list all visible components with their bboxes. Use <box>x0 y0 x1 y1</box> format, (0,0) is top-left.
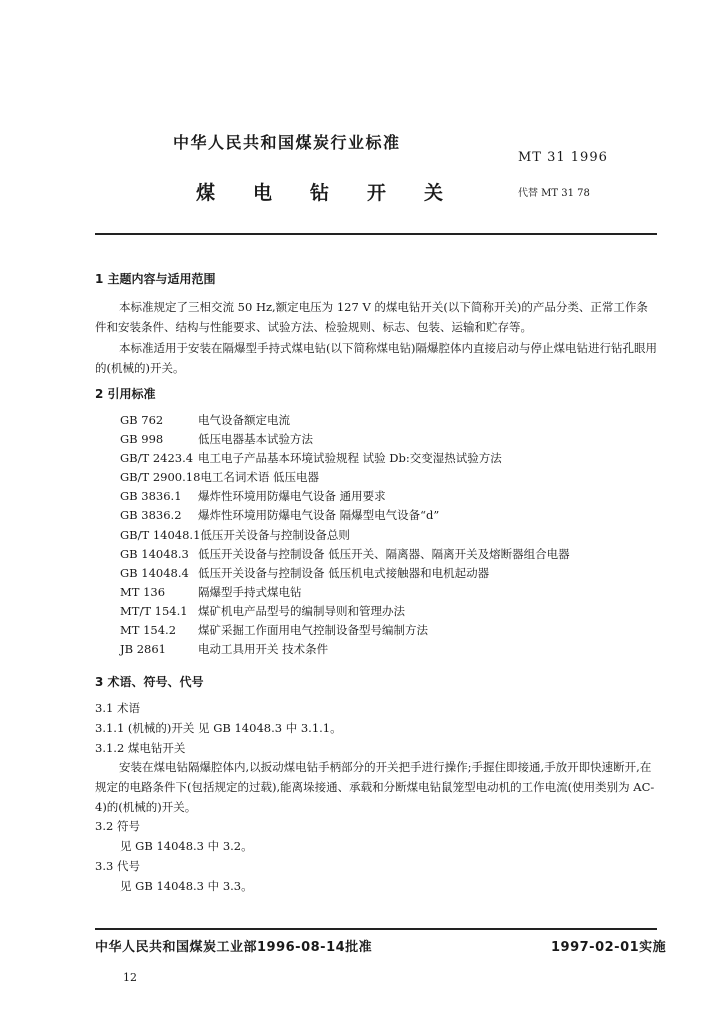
reference-code: GB 3836.2 <box>120 508 182 523</box>
reference-title: 电工电子产品基本环境试验规程 试验 Db:交变湿热试验方法 <box>198 451 502 466</box>
reference-code: GB/T 2423.4 <box>120 451 194 466</box>
page-number: 12 <box>123 971 137 984</box>
reference-code: GB 762 <box>120 413 164 427</box>
section-3-2-heading: 3.2 符号 <box>95 819 140 833</box>
reference-title: 煤矿机电产品型号的编制导则和管理办法 <box>198 603 405 618</box>
section-3-title: 3 术语、符号、代号 <box>95 675 204 689</box>
reference-item <box>120 602 570 621</box>
reference-code: GB 14048.4 <box>120 565 189 580</box>
referenced-standards-list <box>120 411 570 659</box>
section-3-3-heading: 3.3 代号 <box>95 859 140 873</box>
reference-item <box>120 487 570 506</box>
reference-item <box>120 640 570 659</box>
reference-code: MT 136 <box>120 584 166 599</box>
reference-title: 电气设备额定电流 <box>198 413 290 427</box>
standard-org-heading: 中华人民共和国煤炭行业标准 <box>173 133 401 152</box>
reference-code: GB 3836.1 <box>120 489 182 504</box>
reference-item <box>120 411 570 430</box>
reference-code: GB 14048.3 <box>120 546 189 561</box>
reference-code: GB/T 14048.1 <box>120 527 201 542</box>
reference-item <box>120 468 570 487</box>
reference-title: 爆炸性环境用防爆电气设备 通用要求 <box>198 489 386 504</box>
reference-item <box>120 430 570 449</box>
section-3-3-text: 见 GB 14048.3 中 3.3。 <box>120 879 253 893</box>
reference-code: MT/T 154.1 <box>120 603 188 618</box>
standard-code: MT 31 1996 <box>518 150 608 165</box>
page-title: 煤电钻开关 <box>196 182 482 204</box>
section-2-title: 2 引用标准 <box>95 387 156 401</box>
reference-code: JB 2861 <box>120 642 166 657</box>
section-1-paragraph-2: 本标准适用于安装在隔爆型手持式煤电钻(以下简称煤电钻)隔爆腔体内直接启动与停止煤电钻进行钻孔眼用的(机械的)开关。 <box>95 341 657 375</box>
section-1-title: 1 主题内容与适用范围 <box>95 272 216 286</box>
section-3-1-1: 3.1.1 (机械的)开关 见 GB 14048.3 中 3.1.1。 <box>95 721 342 735</box>
section-3-1-2-paragraph: 安装在煤电钻隔爆腔体内,以扳动煤电钻手柄部分的开关把手进行操作;手握住即接通,手放开即快速断开,在规定的电路条件下(包括规定的过载),能离垛接通、承载和分断煤电钻鼠笼型电动机的工作电流(使用类别为 AC-4)的(机械的)开关。 <box>95 760 655 814</box>
reference-title: 低压开关设备与控制设备 低压开关、隔离器、隔离开关及熔断器组合电器 <box>198 546 570 561</box>
reference-item <box>120 621 570 640</box>
reference-title: 煤矿采掘工作面用电气控制设备型号编制方法 <box>198 623 428 638</box>
reference-code: GB 998 <box>120 432 164 447</box>
reference-item <box>120 526 570 545</box>
reference-title: 电动工具用开关 技术条件 <box>198 642 329 657</box>
reference-title: 电工名词术语 低压电器 <box>200 470 320 485</box>
reference-item <box>120 545 570 564</box>
reference-code: GB/T 2900.18 <box>120 470 201 485</box>
reference-title: 爆炸性环境用防爆电气设备 隔爆型电气设备“d” <box>198 508 440 523</box>
reference-item <box>120 449 570 468</box>
section-3-2-text: 见 GB 14048.3 中 3.2。 <box>120 839 253 853</box>
footer-divider <box>95 928 657 930</box>
reference-item <box>120 583 570 602</box>
approval-note: 中华人民共和国煤炭工业部1996-08-14批准 <box>95 940 373 955</box>
reference-item <box>120 506 570 525</box>
reference-title: 低压开关设备与控制设备总则 <box>200 527 350 542</box>
replaces-note: 代替 MT 31 78 <box>518 188 590 199</box>
section-3-1-2-heading: 3.1.2 煤电钻开关 <box>95 741 186 755</box>
reference-title: 低压开关设备与控制设备 低压机电式接触器和电机起动器 <box>198 565 490 580</box>
reference-item <box>120 564 570 583</box>
section-1-paragraph-1: 本标准规定了三相交流 50 Hz,额定电压为 127 V 的煤电钻开关(以下简称开关)的产品分类、正常工作条件和安装条件、结构与性能要求、试验方法、检验规则、标志、包装、运输和贮存等。 <box>95 300 648 334</box>
effective-date: 1997-02-01实施 <box>551 940 667 955</box>
reference-title: 隔爆型手持式煤电钻 <box>198 584 302 599</box>
reference-code: MT 154.2 <box>120 623 177 638</box>
section-3-1-heading: 3.1 术语 <box>95 701 140 715</box>
header-divider <box>95 233 657 235</box>
reference-title: 低压电器基本试验方法 <box>198 432 313 447</box>
